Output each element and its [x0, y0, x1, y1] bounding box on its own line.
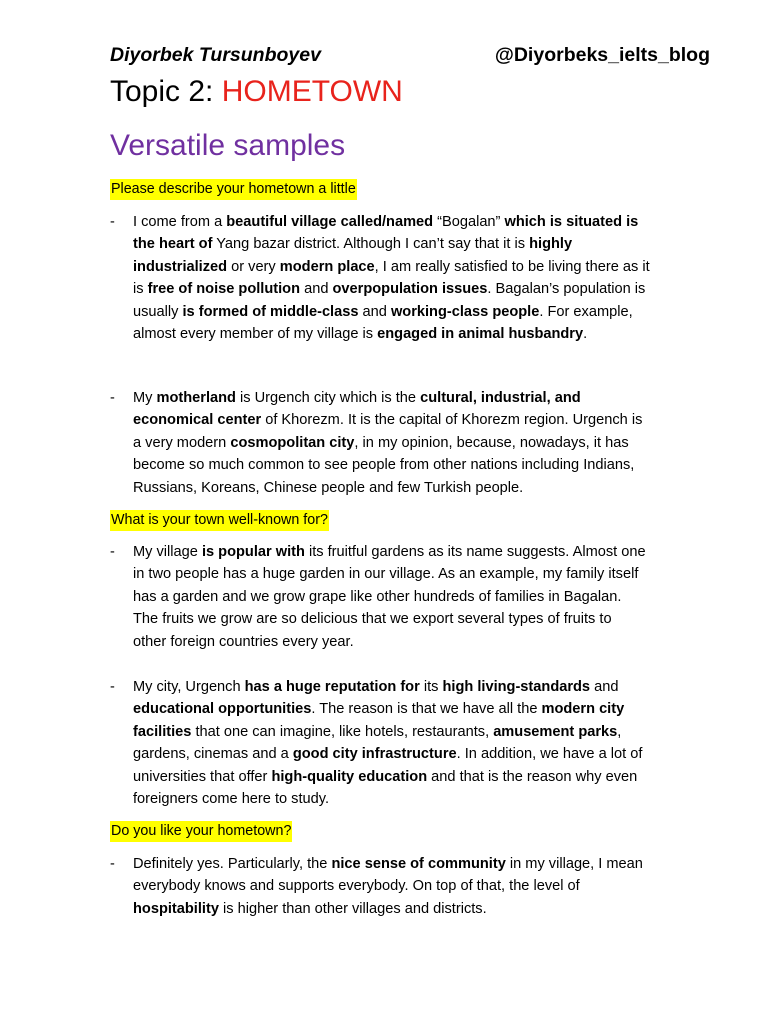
- answer-line: [133, 387, 723, 409]
- bold-phrase: is formed of middle-class: [182, 303, 359, 320]
- answer-text: [133, 211, 723, 345]
- answer-line: [133, 477, 723, 499]
- answer-line: [133, 256, 723, 278]
- bold-phrase: overpopulation issues: [332, 281, 488, 298]
- bullet-dash: -: [110, 856, 115, 872]
- question-highlight: What is your town well-known for?: [110, 510, 329, 531]
- text-run: is higher than other villages and districts.: [218, 900, 487, 917]
- answer-line: [133, 211, 723, 233]
- text-run: of Khorezm. It is the capital of Khorezm region. Urgench is: [261, 412, 643, 429]
- text-run: Russians, Koreans, Chinese people and few Turkish people.: [133, 479, 524, 496]
- text-run: . For example,: [539, 303, 633, 320]
- answer-text: [133, 541, 723, 653]
- text-run: gardens, cinemas and a: [133, 746, 293, 763]
- answer-line: [133, 788, 723, 810]
- text-run: My city, Urgench: [133, 679, 245, 695]
- bold-phrase: cosmopolitan city: [230, 434, 355, 451]
- bold-phrase: highly: [529, 236, 573, 253]
- answer-line: [133, 766, 723, 788]
- bold-phrase: educational opportunities: [133, 701, 312, 718]
- text-run: The fruits we grow are so delicious that we export several types of fruits to: [133, 611, 612, 628]
- answer-line: [133, 698, 723, 720]
- blog-handle: @Diyorbeks_ielts_blog: [494, 44, 710, 66]
- bold-phrase: economical center: [133, 412, 262, 429]
- text-run: is Urgench city which is the: [235, 390, 421, 406]
- answer-line: [133, 278, 723, 300]
- text-run: its fruitful gardens as its name suggests. Almost one: [304, 544, 646, 560]
- text-run: universities that offer: [133, 768, 272, 785]
- text-run: , in my opinion, because, nowadays, it has: [354, 434, 629, 451]
- answer-text: [133, 853, 723, 920]
- text-run: . In addition, we have a lot of: [456, 746, 643, 763]
- answer-line: [133, 875, 723, 897]
- answer-line: [133, 454, 723, 476]
- topic-title: [110, 72, 403, 112]
- text-run: usually: [133, 303, 183, 320]
- bold-phrase: cultural, industrial, and: [420, 390, 581, 406]
- text-run: , I am really satisfied to be living there as it: [374, 258, 650, 275]
- bold-phrase: is popular with: [201, 544, 305, 560]
- question-highlight: Do you like your hometown?: [110, 821, 292, 842]
- bold-phrase: has a huge reputation for: [244, 679, 420, 695]
- text-run: in two people has a huge garden in our village. As an example, my family itself: [133, 566, 639, 583]
- text-run: I come from a: [133, 214, 227, 230]
- bold-phrase: motherland: [156, 390, 236, 406]
- text-run: . Bagalan’s population is: [487, 281, 646, 298]
- bold-phrase: which is situated is: [504, 214, 639, 230]
- answer-line: [133, 721, 723, 743]
- text-run: and: [358, 303, 391, 320]
- answer-text: [133, 387, 723, 499]
- bold-phrase: modern city: [541, 701, 625, 718]
- text-run: “Bogalan”: [433, 214, 505, 230]
- text-run: has a garden and we grow grape like other hundreds of families in Bagalan.: [133, 588, 622, 605]
- topic-prefix: Topic 2:: [110, 75, 222, 108]
- text-run: in my village, I mean: [505, 856, 643, 872]
- text-run: Definitely yes. Particularly, the: [133, 856, 332, 872]
- text-run: .: [583, 325, 588, 342]
- text-run: My village: [133, 544, 202, 560]
- answer-line: [133, 323, 723, 345]
- bullet-dash: -: [110, 390, 115, 406]
- answer-line: [133, 743, 723, 765]
- answer-line: [133, 631, 723, 653]
- author-name: Diyorbek Tursunboyev: [110, 44, 321, 66]
- bold-phrase: good city infrastructure: [292, 746, 457, 763]
- text-run: is: [133, 281, 148, 298]
- text-run: foreigners come here to study.: [133, 790, 330, 807]
- text-run: . The reason is that we have all the: [311, 701, 542, 718]
- text-run: everybody knows and supports everybody. On top of that, the level of: [133, 878, 580, 895]
- answer-line: [133, 608, 723, 630]
- bold-phrase: high living-standards: [442, 679, 591, 695]
- page-header: [110, 44, 710, 72]
- question-highlight: Please describe your hometown a little: [110, 179, 357, 200]
- bullet-dash: -: [110, 544, 115, 560]
- bold-phrase: working-class people: [390, 303, 540, 320]
- answer-line: [133, 541, 723, 563]
- text-run: that one can imagine, like hotels, restaurants,: [191, 723, 494, 740]
- bullet-dash: -: [110, 679, 115, 695]
- text-run: or very: [227, 258, 280, 275]
- text-run: and: [590, 679, 619, 695]
- text-run: other foreign countries every year.: [133, 633, 354, 650]
- bullet-dash: -: [110, 214, 115, 230]
- bold-phrase: the heart of: [133, 236, 213, 253]
- text-run: My: [133, 390, 157, 406]
- bold-phrase: industrialized: [133, 258, 228, 275]
- answer-line: [133, 301, 723, 323]
- bold-phrase: hospitability: [133, 900, 219, 917]
- topic-name: HOMETOWN: [221, 75, 403, 108]
- answer-line: [133, 563, 723, 585]
- bold-phrase: free of noise pollution: [147, 281, 301, 298]
- answer-line: [133, 409, 723, 431]
- text-run: and that is the reason why even: [427, 768, 638, 785]
- text-run: ,: [617, 723, 622, 740]
- text-run: Yang bazar district. Although I can’t say that it is: [212, 236, 530, 253]
- bold-phrase: amusement parks: [493, 723, 618, 740]
- text-run: almost every member of my village is: [133, 325, 378, 342]
- answer-line: [133, 586, 723, 608]
- answer-line: [133, 432, 723, 454]
- text-run: its: [419, 679, 443, 695]
- bold-phrase: modern place: [279, 258, 375, 275]
- answer-line: [133, 676, 723, 698]
- text-run: and: [300, 281, 333, 298]
- answer-line: [133, 853, 723, 875]
- answer-text: [133, 676, 723, 810]
- bold-phrase: nice sense of community: [331, 856, 506, 872]
- answer-line: [133, 233, 723, 255]
- text-run: become so much common to see people from other nations including Indians,: [133, 457, 635, 474]
- bold-phrase: facilities: [133, 723, 192, 740]
- section-subtitle: Versatile samples: [110, 129, 346, 162]
- bold-phrase: high-quality education: [271, 768, 428, 785]
- bold-phrase: beautiful village called/named: [226, 214, 434, 230]
- answer-line: [133, 898, 723, 920]
- bold-phrase: engaged in animal husbandry: [377, 325, 584, 342]
- text-run: a very modern: [133, 434, 231, 451]
